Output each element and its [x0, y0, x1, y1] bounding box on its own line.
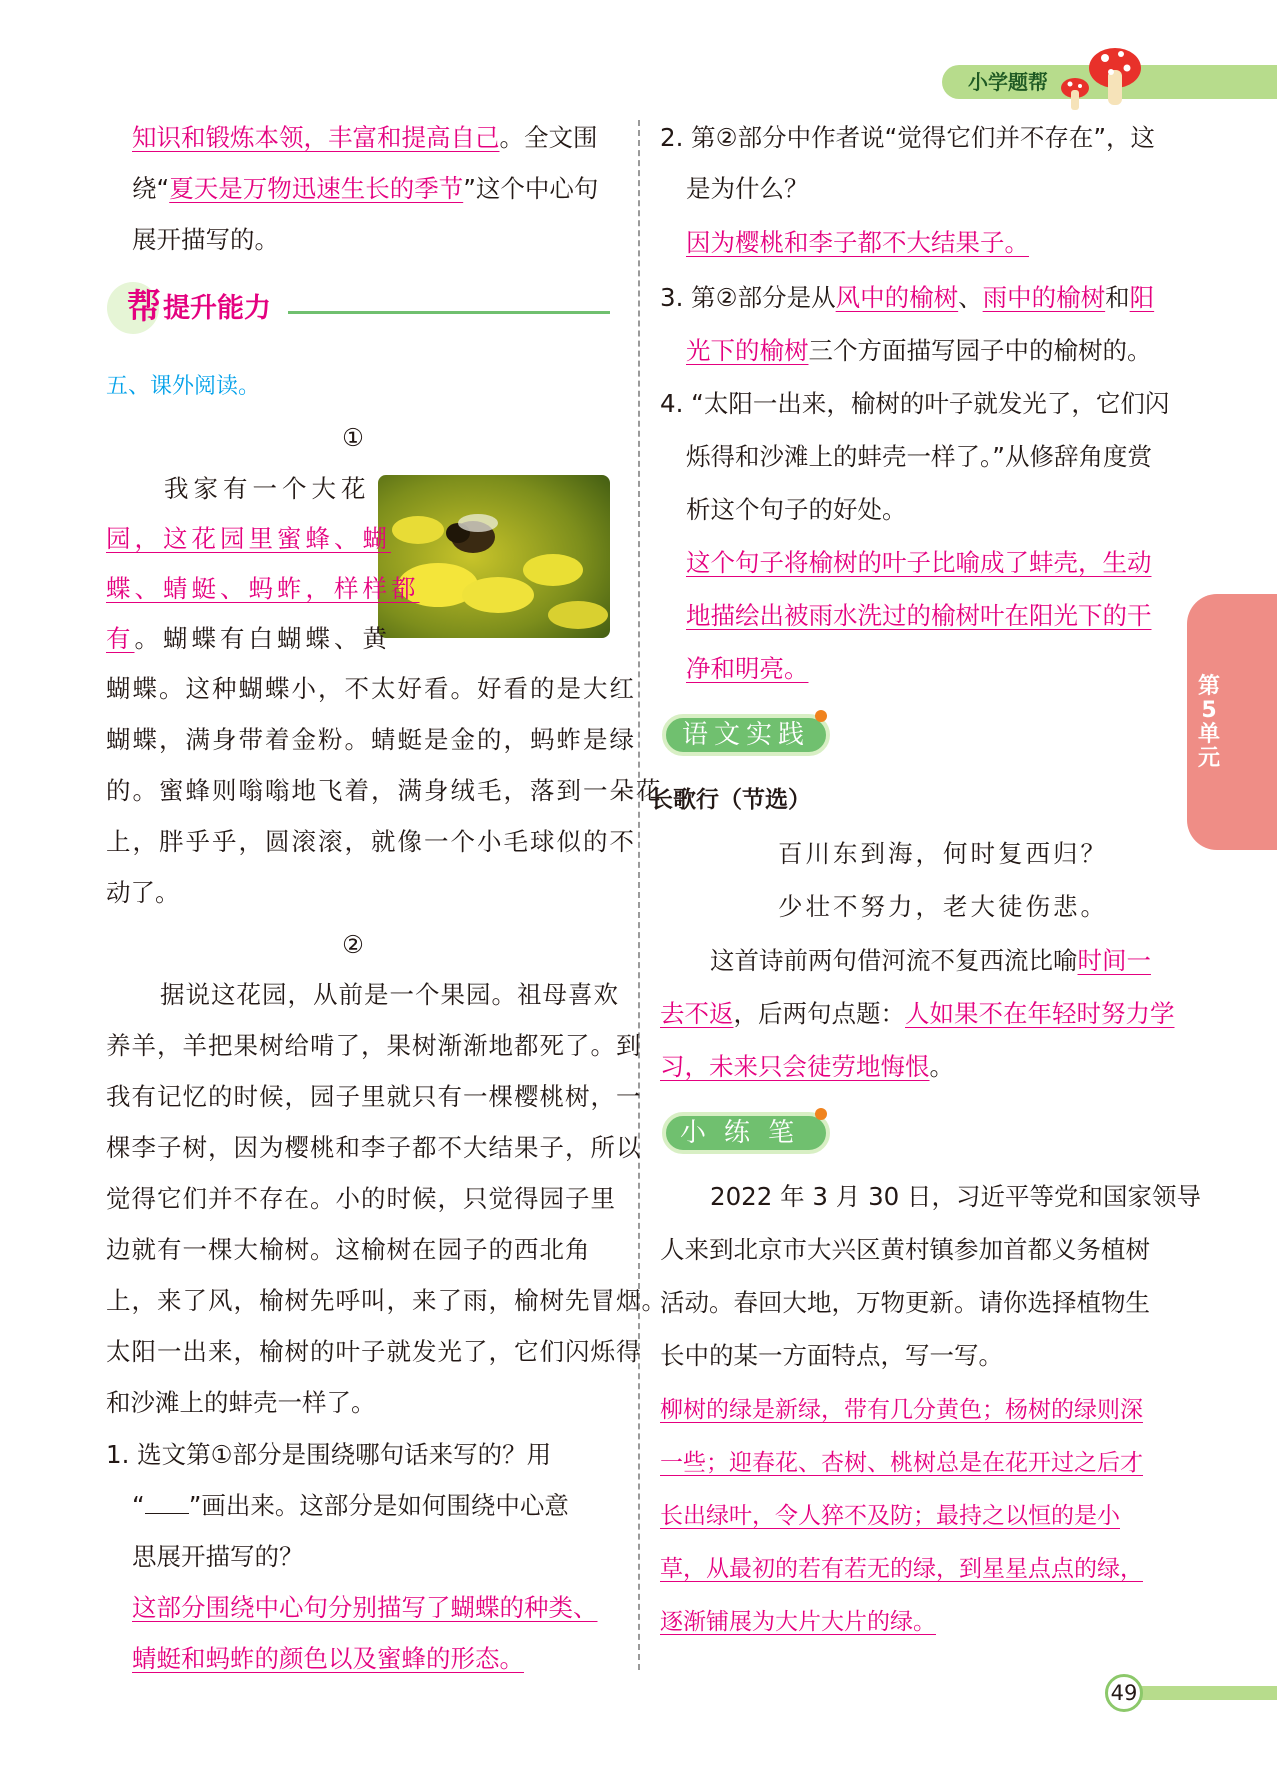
pill-dot	[815, 710, 827, 722]
page-number-bar	[1135, 1686, 1277, 1700]
q4-answer-line: 地描绘出被雨水洗过的榆树叶在阳光下的干	[686, 601, 1152, 630]
intro-line-1: 知识和锻炼本领，丰富和提高自己。全文围	[132, 123, 598, 152]
section-badge-char: 帮	[127, 287, 161, 327]
q1-line-1: 1. 选文第①部分是围绕哪句话来写的？用	[106, 1440, 552, 1469]
bee-photo	[378, 475, 610, 638]
p2-line: 觉得它们并不存在。小的时候，只觉得园子里	[106, 1184, 616, 1213]
p1-wrap-line-1: 我家有一个大花	[164, 474, 371, 503]
q1-line-2: “ ”画出来。这部分是如何围绕中心意	[132, 1491, 569, 1520]
part2-label: ②	[342, 930, 364, 959]
p1-line: 上，胖乎乎，圆滚滚，就像一个小毛球似的不	[106, 827, 636, 856]
unit-tab-label: 第5单元	[1197, 674, 1220, 771]
p1-line: 蝴蝶，满身带着金粉。蜻蜓是金的，蚂蚱是绿	[106, 725, 636, 754]
header-brand: 小学题帮	[968, 70, 1048, 94]
writing-answer-line: 一些；迎春花、杏树、桃树总是在花开过之后才	[660, 1450, 1143, 1476]
mushroom-icon	[1055, 40, 1145, 115]
p2-line: 太阳一出来，榆树的叶子就发光了，它们闪烁得	[106, 1337, 642, 1366]
section-rule	[288, 311, 610, 314]
q1-answer-line: 这部分围绕中心句分别描写了蝴蝶的种类、	[132, 1593, 598, 1622]
writing-answer-line: 逐渐铺展为大片大片的绿。	[660, 1609, 936, 1635]
q4-answer-line: 净和明亮。	[686, 654, 809, 683]
blank-line	[145, 1495, 189, 1514]
p2-line: 据说这花园，从前是一个果园。祖母喜欢	[160, 980, 619, 1009]
poem-title: 长歌行（节选）	[650, 787, 811, 813]
p2-line: 养羊，羊把果树给啃了，果树渐渐地都死了。到	[106, 1031, 642, 1060]
writing-label: 小练笔	[662, 1112, 830, 1154]
p1-wrap-line-4: 有。蝴蝶有白蝴蝶、黄	[106, 624, 391, 653]
part1-label: ①	[342, 423, 364, 452]
poem-q-line-2: 去不返，后两句点题：人如果不在年轻时努力学	[660, 999, 1175, 1028]
q4-answer-line: 这个句子将榆树的叶子比喻成了蚌壳，生动	[686, 548, 1152, 577]
writing-prompt-line: 活动。春回大地，万物更新。请你选择植物生	[660, 1288, 1150, 1317]
q4-line: 析这个句子的好处。	[686, 495, 907, 524]
q3-line-2: 光下的榆树三个方面描写园子中的榆树的。	[686, 336, 1152, 365]
q2-answer: 因为樱桃和李子都不大结果子。	[686, 228, 1029, 257]
section-title: 提升能力	[163, 293, 271, 324]
p1-line: 动了。	[106, 878, 180, 907]
p2-line: 棵李子树，因为樱桃和李子都不大结果子，所以	[106, 1133, 642, 1162]
poem-q-line-3: 习，未来只会徒劳地悔恨。	[660, 1052, 954, 1081]
q1-answer-line: 蜻蜓和蚂蚱的颜色以及蜜蜂的形态。	[132, 1644, 524, 1673]
q2-line-2: 是为什么？	[686, 174, 809, 203]
p2-line: 上，来了风，榆树先呼叫，来了雨，榆树先冒烟。	[106, 1286, 667, 1315]
p1-line: 蝴蝶。这种蝴蝶小，不太好看。好看的是大红	[106, 674, 636, 703]
pill-dot	[815, 1108, 827, 1120]
poem-line-1: 百川东到海，何时复西归？	[778, 839, 1108, 868]
writing-answer-line: 草，从最初的若有若无的绿，到星星点点的绿，	[660, 1556, 1143, 1582]
writing-prompt-line: 2022 年 3 月 30 日，习近平等党和国家领导	[710, 1182, 1202, 1211]
poem-line-2: 少壮不努力，老大徒伤悲。	[778, 892, 1108, 921]
q3-line-1: 3. 第②部分是从风中的榆树、雨中的榆树和阳	[660, 283, 1155, 312]
writing-answer-line: 柳树的绿是新绿，带有几分黄色；杨树的绿则深	[660, 1397, 1143, 1423]
p2-line: 我有记忆的时候，园子里就只有一棵樱桃树，一	[106, 1082, 642, 1111]
column-divider	[638, 120, 640, 1670]
p2-line: 和沙滩上的蚌壳一样了。	[106, 1388, 376, 1417]
q4-line: 4. “太阳一出来，榆树的叶子就发光了，它们闪	[660, 389, 1170, 418]
p2-line: 边就有一棵大榆树。这榆树在园子的西北角	[106, 1235, 591, 1264]
question-five-heading: 五、课外阅读。	[106, 374, 261, 399]
intro-line-3: 展开描写的。	[132, 225, 279, 254]
practice-label: 语文实践	[662, 714, 830, 756]
p1-wrap-line-3: 蝶、蜻蜓、蚂蚱，样样都	[106, 574, 420, 603]
p1-wrap-line-2: 园，这花园里蜜蜂、蝴	[106, 524, 391, 553]
writing-answer-line: 长出绿叶，令人猝不及防；最持之以恒的是小	[660, 1503, 1120, 1529]
writing-prompt-line: 人来到北京市大兴区黄村镇参加首都义务植树	[660, 1235, 1150, 1264]
poem-title-wrap	[0, 785, 1277, 815]
q4-line: 烁得和沙滩上的蚌壳一样了。”从修辞角度赏	[686, 442, 1152, 471]
writing-prompt-line: 长中的某一方面特点，写一写。	[660, 1341, 1003, 1370]
q1-line-3: 思展开描写的？	[132, 1542, 304, 1571]
page-number: 49	[1105, 1674, 1143, 1712]
intro-line-2: 绕“夏天是万物迅速生长的季节”这个中心句	[132, 174, 599, 203]
poem-q-line-1: 这首诗前两句借河流不复西流比喻时间一	[710, 946, 1151, 975]
q2-line-1: 2. 第②部分中作者说“觉得它们并不存在”，这	[660, 123, 1156, 152]
p1-line: 的。蜜蜂则嗡嗡地飞着，满身绒毛，落到一朵花	[106, 776, 663, 805]
